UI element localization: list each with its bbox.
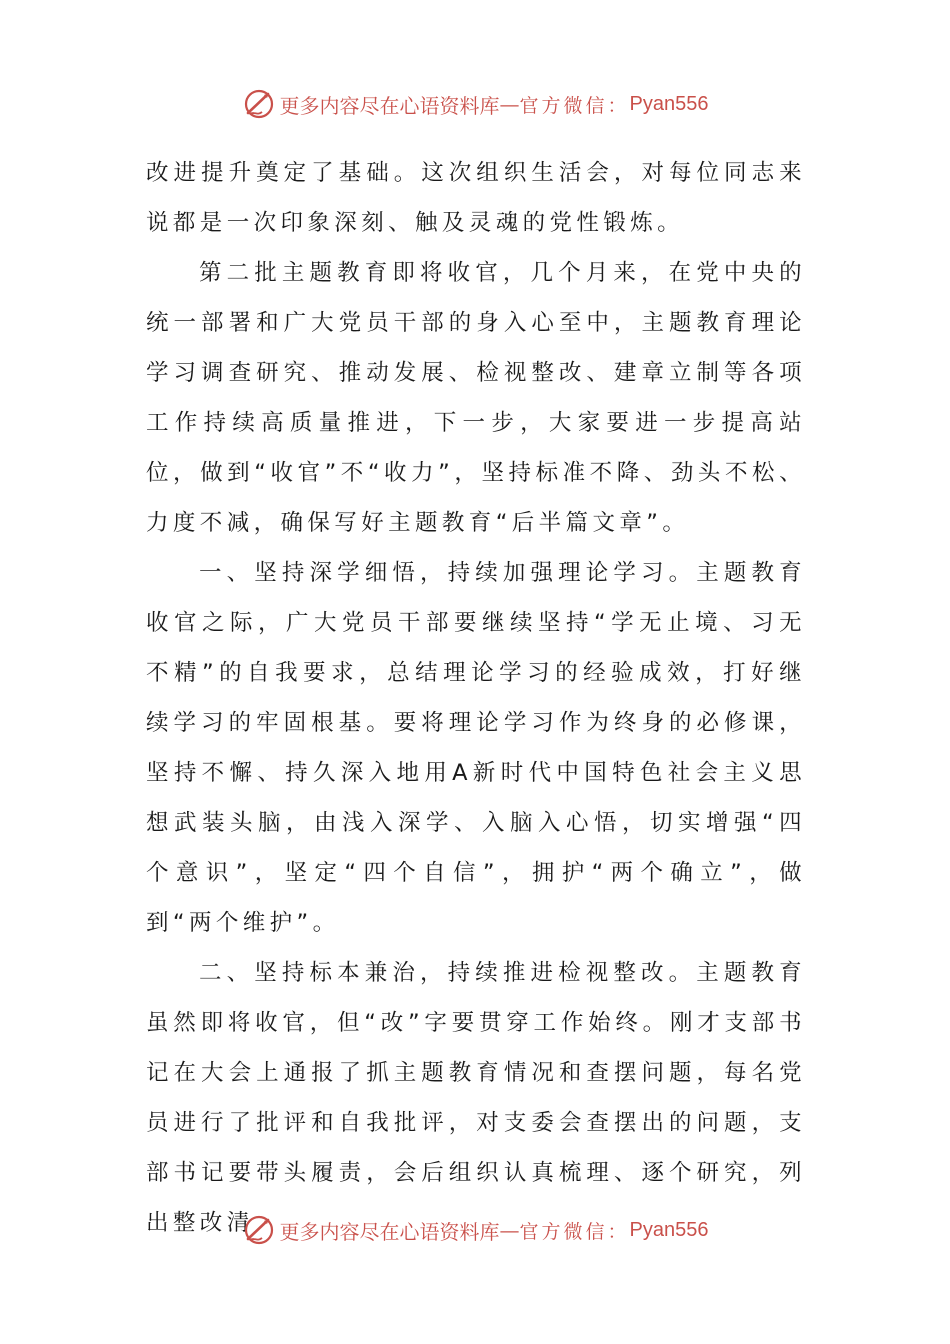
pen-scroll-logo-icon bbox=[242, 1213, 276, 1247]
paragraph-1: 改进提升奠定了基础。这次组织生活会，对每位同志来说都是一次印象深刻、触及灵魂的党性锻炼。 bbox=[146, 160, 806, 236]
site-name: 更多内容尽在心语资料库 bbox=[279, 1219, 500, 1244]
wechat-id: Pyan556 bbox=[629, 1218, 709, 1241]
paragraph-2: 第二批主题教育即将收官，几个月来，在党中央的统一部署和广大党员干部的身入心至中，主题教育理论学习调查研究、推动发展、检视整改、建章立制等各项工作持续高质量推进，下一步，大家要进一步提高站位，做到“收官”不“收力”，坚持标准不降、劲头不松、力度不减，确保写好主题教育“后半篇文章”。 bbox=[146, 260, 806, 536]
header-banner bbox=[0, 82, 950, 126]
wechat-label: 官方微信： bbox=[519, 94, 630, 117]
wechat-id: Pyan556 bbox=[629, 92, 709, 115]
footer-banner bbox=[0, 1208, 950, 1252]
paragraph-4: 二、坚持标本兼治，持续推进检视整改。主题教育虽然即将收官，但“改”字要贯穿工作始终。刚才支部书记在大会上通报了抓主题教育情况和查摆问题，每名党员进行了批评和自我批评，对支委会查摆出的问题，支部书记要带头履责，会后组织认真梳理、逐个研究，列出整改清 bbox=[146, 960, 806, 1236]
banner-dash: — bbox=[499, 1218, 520, 1242]
site-name: 更多内容尽在心语资料库 bbox=[279, 93, 500, 118]
wechat-label: 官方微信： bbox=[519, 1220, 630, 1243]
banner-dash: — bbox=[499, 92, 520, 116]
paragraph-3: 一、坚持深学细悟，持续加强理论学习。主题教育收官之际，广大党员干部要继续坚持“学无止境、习无不精”的自我要求，总结理论学习的经验成效，打好继续学习的牢固根基。要将理论学习作为终身的必修课，坚持不懈、持久深入地用A新时代中国特色社会主义思想武装头脑，由浅入深学、入脑入心悟，切实增强“四个意识”，坚定“四个自信”，拥护“两个确立”，做到“两个维护”。 bbox=[146, 560, 806, 936]
pen-scroll-logo-icon bbox=[242, 87, 276, 121]
document-body bbox=[146, 148, 806, 1248]
